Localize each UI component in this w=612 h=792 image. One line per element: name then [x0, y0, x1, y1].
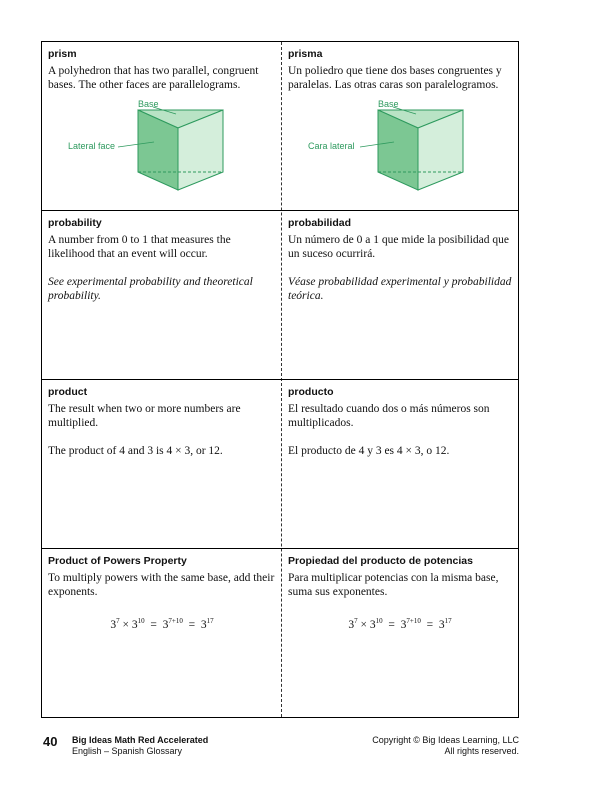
card-product-of-powers-en [42, 549, 282, 631]
term-definition: The result when two or more numbers are multiplied. [48, 403, 241, 429]
term-title: probabilidad [288, 217, 351, 229]
term-definition: A number from 0 to 1 that measures the likelihood that an event will occur. [48, 234, 231, 260]
term-definition: Un número de 0 a 1 que mide la posibilidad que un suceso ocurrirá. [288, 234, 510, 260]
book-subtitle: English – Spanish Glossary [72, 746, 183, 756]
exponent-formula: $3^7 \times 3^{10} = 3^{7+10} = 3^{17}$ [348, 617, 452, 631]
exponent-formula: $3^7 \times 3^{10} = 3^{7+10} = 3^{17}$ [110, 617, 214, 631]
term-title: probability [48, 217, 102, 229]
card-probability-en [42, 211, 282, 303]
term-note: See experimental probability and theoretical probability. [48, 276, 253, 302]
rights-text: All rights reserved. [444, 746, 519, 756]
term-title: prism [48, 48, 77, 60]
lateral-face-label: Cara lateral [308, 141, 355, 151]
term-definition: Para multiplicar potencias con la misma base, suma sus exponentes. [288, 572, 499, 598]
page-number: 40 [43, 734, 58, 749]
footer-copyright [372, 735, 519, 757]
card-product-en [42, 380, 282, 458]
prism-figure [48, 98, 276, 198]
base-label: Base [378, 99, 399, 109]
copyright-text: Copyright © Big Ideas Learning, LLC [372, 735, 519, 745]
term-example: The product of 4 and 3 is 4 × 3, or 12. [48, 445, 223, 457]
term-title: Propiedad del producto de potencias [288, 555, 473, 567]
footer-book-info [72, 735, 208, 757]
term-title: Product of Powers Property [48, 555, 187, 567]
base-label: Base [138, 99, 159, 109]
glossary-grid [41, 41, 519, 718]
prism-figure [288, 98, 512, 198]
term-definition: Un poliedro que tiene dos bases congruentes y paralelas. Las otras caras son paralelogramos. [288, 65, 502, 91]
term-definition: To multiply powers with the same base, add their exponents. [48, 572, 275, 598]
term-title: prisma [288, 48, 323, 60]
lateral-face-label: Lateral face [68, 141, 116, 151]
card-product-of-powers-es [282, 549, 518, 631]
card-prism-es [282, 42, 518, 198]
term-definition: A polyhedron that has two parallel, congruent bases. The other faces are parallelograms. [48, 65, 259, 91]
card-probability-es [282, 211, 518, 303]
term-title: producto [288, 386, 334, 398]
term-definition: El resultado cuando dos o más números son multiplicados. [288, 403, 490, 429]
term-title: product [48, 386, 88, 398]
book-title: Big Ideas Math Red Accelerated [72, 735, 209, 745]
card-prism-en [42, 42, 282, 198]
term-note: Véase probabilidad experimental y probabilidad teórica. [288, 276, 512, 302]
term-example: El producto de 4 y 3 es 4 × 3, o 12. [288, 445, 450, 457]
card-product-es [282, 380, 518, 458]
